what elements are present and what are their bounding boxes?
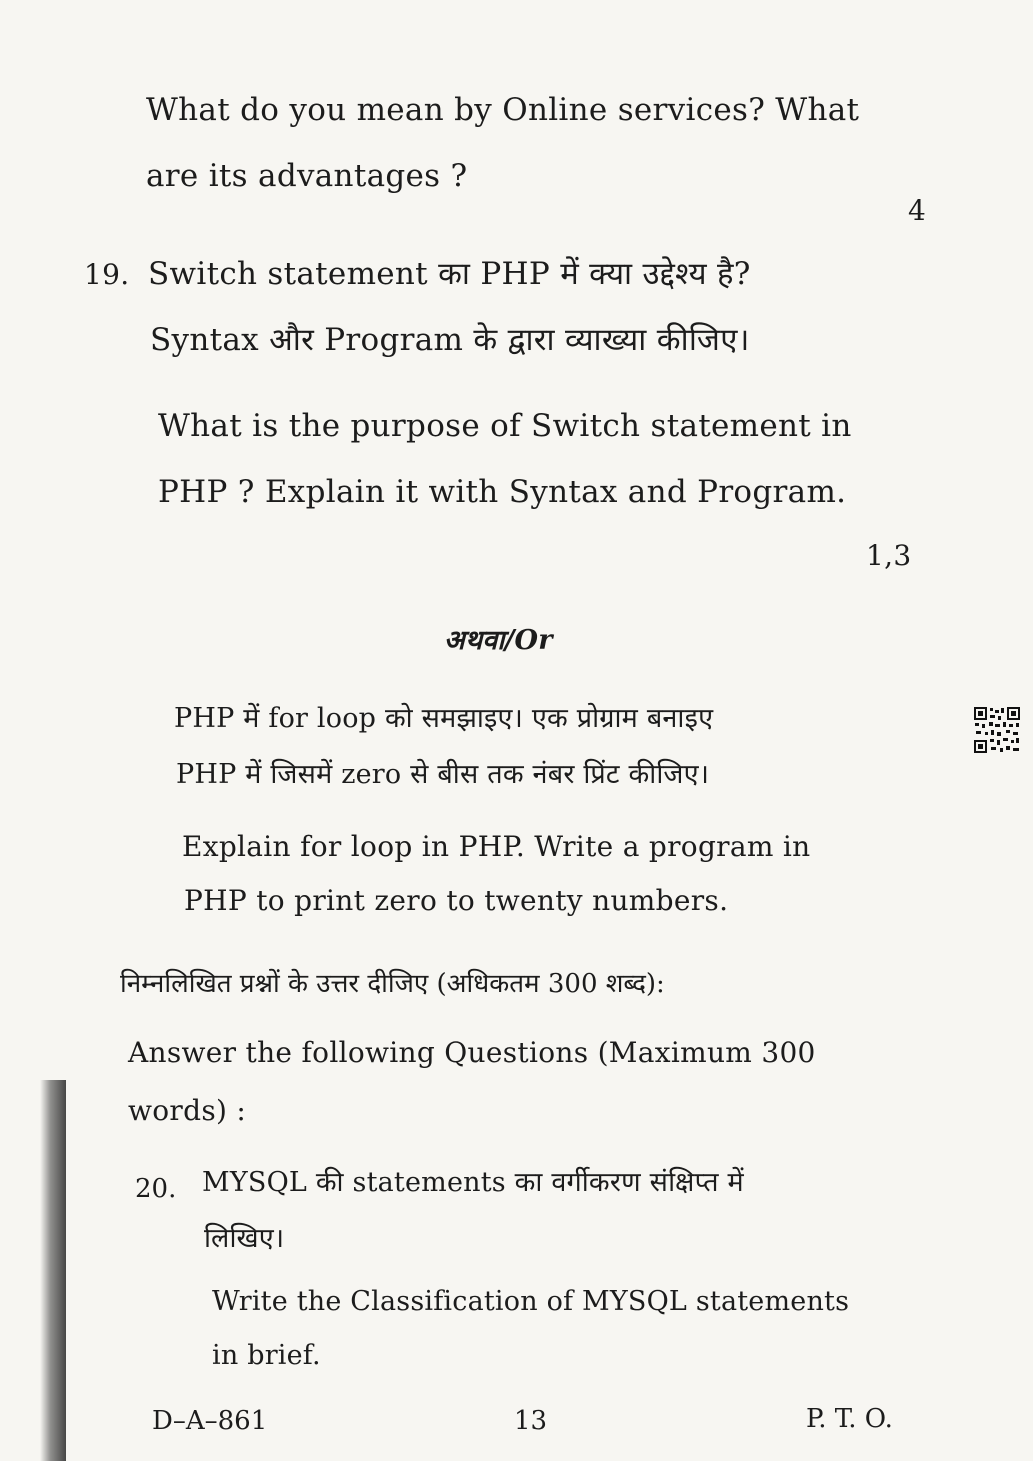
q20-english-line-1: Write the Classification of MYSQL statements: [212, 1286, 850, 1317]
or-separator: अथवा/Or: [444, 625, 553, 656]
q19-hindi-line-1: Switch statement का PHP में क्या उद्देश्य है?: [148, 256, 751, 292]
q19-english-line-2: PHP ? Explain it with Syntax and Program.: [158, 474, 847, 510]
footer-paper-code: D–A–861: [152, 1406, 268, 1436]
q20-english-line-2: in brief.: [212, 1340, 321, 1371]
q18-marks: 4: [908, 194, 927, 227]
q19-alt-english-line-1: Explain for loop in PHP. Write a program in: [182, 830, 811, 863]
q19-number: 19.: [84, 258, 130, 291]
q18-english-line-2: are its advantages ?: [146, 158, 468, 194]
q18-english-line-1: What do you mean by Online services? What: [146, 92, 860, 128]
section-instruction-english-line-1: Answer the following Questions (Maximum 300: [128, 1036, 816, 1069]
section-instruction-english-line-2: words) :: [128, 1094, 247, 1127]
qr-code: [973, 706, 1021, 754]
footer-pto: P. T. O.: [806, 1404, 893, 1434]
q19-alt-english-line-2: PHP to print zero to twenty numbers.: [184, 884, 729, 917]
q19-hindi-line-2: Syntax और Program के द्वारा व्याख्या कीजिए।: [150, 322, 750, 358]
footer-page-number: 13: [514, 1406, 548, 1436]
q19-alt-hindi-line-2: PHP में जिसमें zero से बीस तक नंबर प्रिंट कीजिए।: [176, 759, 710, 790]
q19-marks: 1,3: [866, 539, 912, 572]
q20-number: 20.: [135, 1174, 177, 1204]
q20-hindi-line-2: लिखिए।: [204, 1223, 285, 1254]
q19-english-line-1: What is the purpose of Switch statement in: [158, 408, 852, 444]
page-binding-shadow: [40, 1080, 66, 1461]
section-instruction-hindi: निम्नलिखित प्रश्नों के उत्तर दीजिए (अधिकतम 300 शब्द):: [120, 969, 665, 999]
q19-alt-hindi-line-1: PHP में for loop को समझाइए। एक प्रोग्राम बनाइए: [174, 703, 714, 734]
q20-hindi-line-1: MYSQL की statements का वर्गीकरण संक्षिप्त में: [202, 1167, 744, 1198]
